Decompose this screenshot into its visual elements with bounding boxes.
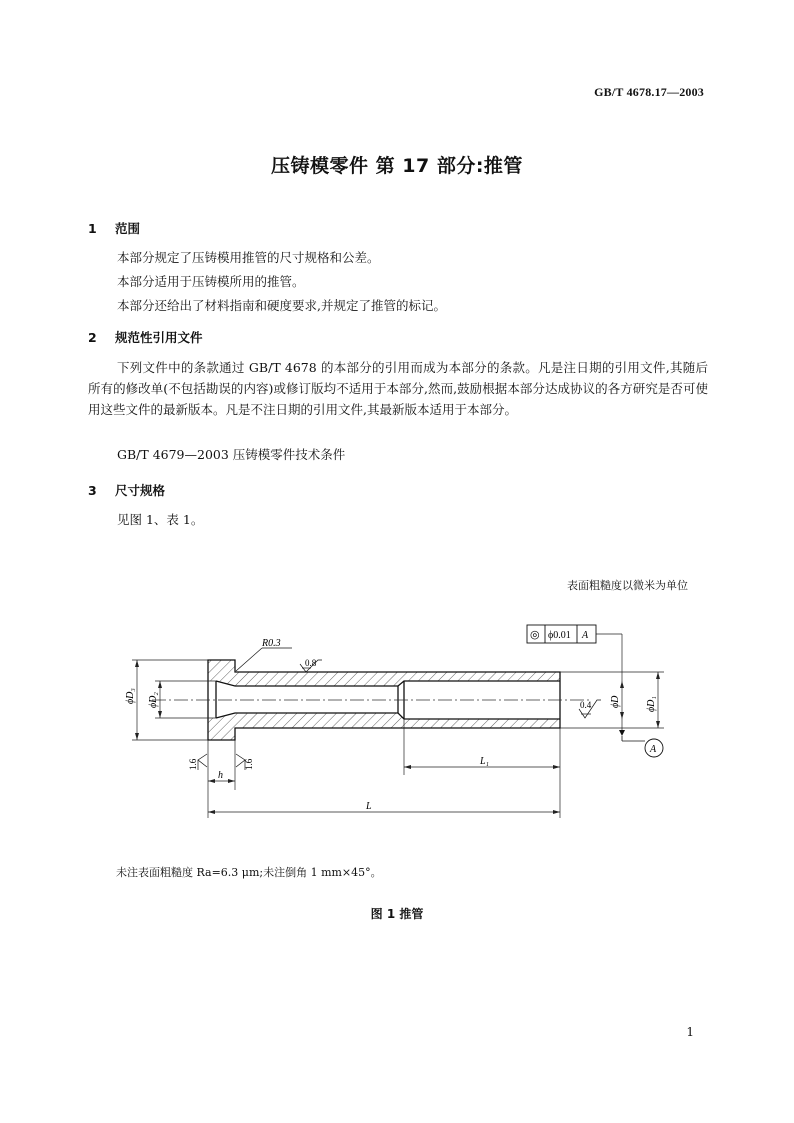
page-number: 1 — [686, 1025, 694, 1039]
dim-l1-label: L₁ — [480, 756, 490, 767]
right-diameter-dims — [560, 634, 664, 731]
dim-h-label: h — [218, 770, 223, 781]
section-title: 尺寸规格 — [115, 483, 166, 498]
dim-l-label: L — [366, 801, 372, 812]
paragraph: 下列文件中的条款通过 GB/T 4678 的本部分的引用而成为本部分的条款。凡是注日期的引用文件,其随后所有的修改单(不包括勘误的内容)或修订版均不适用于本部分,然而,鼓励根据本部分达成协议的各方研究是否可使用这些文件的最新版本。凡是不注日期的引用文件,其最新版本适用于本部分。 — [88, 360, 708, 417]
section-number: 2 — [88, 330, 97, 345]
reference-item: GB/T 4679—2003 压铸模零件技术条件 — [117, 447, 346, 462]
roughness-left-1-value: 1.6 — [188, 758, 198, 770]
section-title: 规范性引用文件 — [115, 330, 203, 345]
datum-label: A — [650, 744, 657, 755]
section-number: 3 — [88, 483, 97, 498]
length-dims — [208, 719, 560, 818]
dim-d2-label: ϕD₂ — [148, 692, 159, 708]
standard-number: GB/T 4678.17—2003 — [594, 85, 704, 99]
roughness-top-value: 0.8 — [305, 658, 317, 668]
section-number: 1 — [88, 221, 97, 236]
roughness-symbols-left — [198, 754, 245, 770]
radius-callout — [236, 638, 292, 671]
paragraph: 见图 1、表 1。 — [117, 512, 204, 527]
roughness-left-2-value: 1.6 — [244, 758, 254, 770]
figure-footnote: 未注表面粗糙度 Ra=6.3 μm;未注倒角 1 mm×45°。 — [116, 866, 382, 879]
page-title: 压铸模零件 第 17 部分:推管 — [271, 155, 523, 177]
paragraph: 本部分还给出了材料指南和硬度要求,并规定了推管的标记。 — [117, 298, 446, 313]
radius-label: R0.3 — [262, 638, 281, 649]
section-title: 范围 — [115, 221, 141, 236]
paragraph: 本部分规定了压铸模用推管的尺寸规格和公差。 — [117, 250, 380, 265]
paragraph: 本部分适用于压铸模所用的推管。 — [117, 274, 305, 289]
roughness-unit-note: 表面粗糙度以微米为单位 — [567, 579, 688, 592]
dim-d3-label: ϕD₃ — [125, 688, 136, 704]
concentricity-icon: ◎ — [530, 629, 540, 641]
figure-caption: 图 1 推管 — [370, 907, 424, 921]
datum-symbol — [619, 730, 663, 757]
dim-d-label: ϕD — [610, 695, 621, 708]
dim-d1-label: ϕD₁ — [646, 696, 657, 712]
tolerance-value: ϕ0.01 — [548, 630, 571, 641]
tolerance-datum: A — [582, 630, 589, 641]
tolerance-frame — [527, 625, 596, 643]
roughness-right-value: 0.4 — [580, 700, 592, 710]
